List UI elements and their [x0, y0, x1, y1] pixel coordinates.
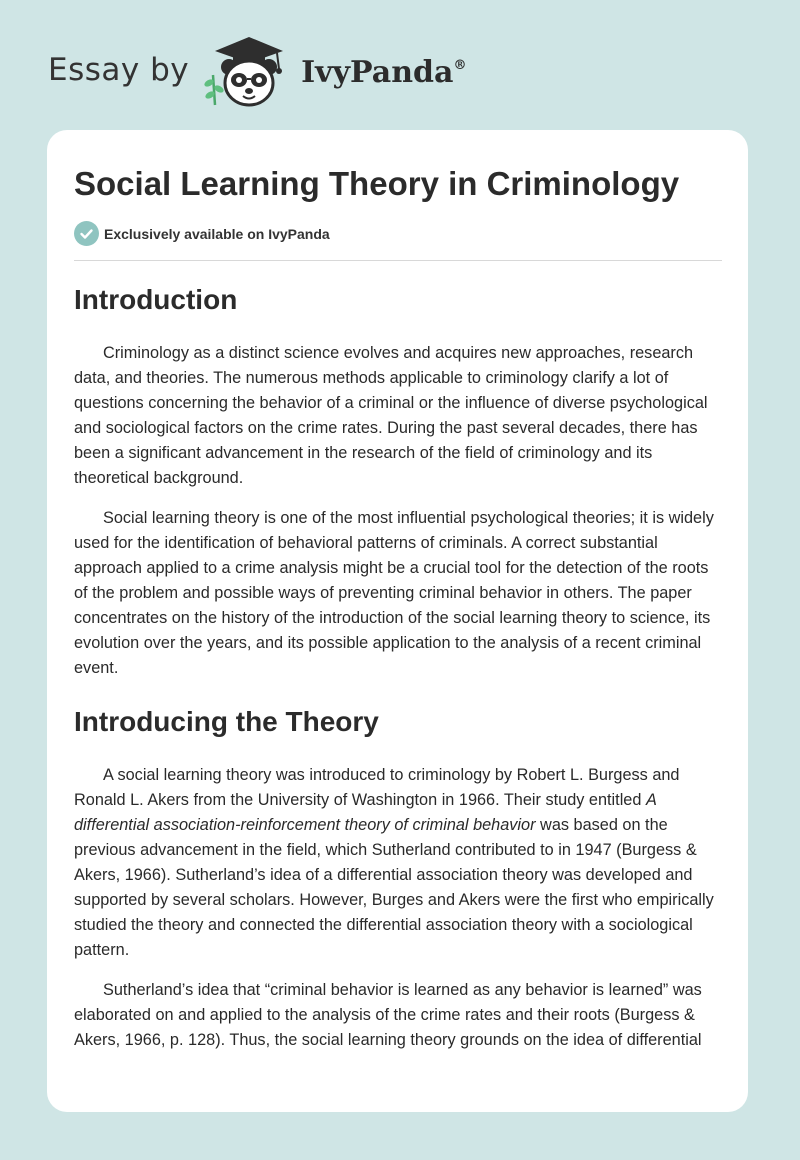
paragraph-text: was based on the previous advancement in the field, which Sutherland contributed to in 1947 (Burgess & Akers, 1966). Sutherland’s idea of a differential association theory was developed and supported by several scholars. However, Burges and Akers were the first who empirically studied the theory and connected the differential association theory with a sociological pattern. — [74, 816, 714, 959]
registered-mark: ® — [453, 57, 467, 73]
title-divider — [74, 260, 722, 261]
section-heading-introducing-theory: Introducing the Theory — [74, 706, 379, 737]
exclusive-badge — [74, 221, 722, 246]
brand-name-text: IvyPanda — [301, 54, 454, 90]
paragraph: Criminology as a distinct science evolves and acquires new approaches, research data, and theories. The numerous methods applicable to criminology clarify a lot of questions concerning the behavior of a criminal or the influence of diverse psychological and sociological factors on the crime rates. During the past several decades, there has been a significant advancement in the research of the field of criminology and its theoretical background. — [74, 344, 708, 487]
check-circle-icon — [74, 221, 99, 246]
panda-logo-icon[interactable] — [203, 31, 295, 109]
brand-name[interactable] — [301, 55, 466, 90]
essay-title: Social Learning Theory in Criminology — [74, 165, 680, 202]
section-heading-introduction: Introduction — [74, 284, 238, 315]
paragraph: Sutherland’s idea that “criminal behavior is learned as any behavior is learned” was elaborated on and applied to the analysis of the crime rates and their roots (Burgess & Akers, 1966, p. 128). Thus, the social learning theory grounds on the idea of differential — [74, 981, 702, 1049]
exclusive-badge-label: Exclusively available on IvyPanda — [104, 225, 330, 242]
paragraph — [74, 763, 722, 963]
essay-by-label: Essay by — [48, 52, 190, 88]
essay-card — [47, 130, 748, 1112]
paragraph-text: A social learning theory was introduced to criminology by Robert L. Burgess and Ronald L. Akers from the University of Washington in 1966. Their study entitled — [74, 766, 680, 809]
paragraph: Social learning theory is one of the most influential psychological theories; it is widely used for the identification of behavioral patterns of criminals. A correct substantial approach applied to a crime analysis might be a crucial tool for the detection of the roots of the problem and possible ways of preventing criminal behavior in others. The paper concentrates on the history of the introduction of the social learning theory to science, its evolution over the years, and its possible application to the analysis of a recent criminal event. — [74, 509, 714, 677]
site-header — [48, 30, 466, 110]
study-title: A differential association-reinforcement theory of criminal behavior — [74, 791, 657, 834]
